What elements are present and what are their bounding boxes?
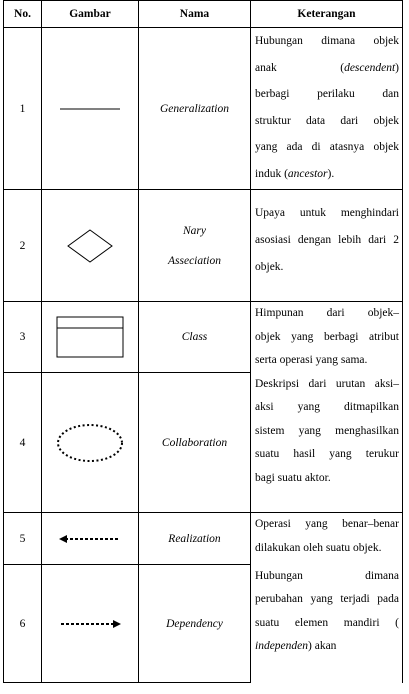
row-name-line: Generalization (160, 102, 229, 115)
uml-symbol-table (3, 0, 403, 683)
description-text: yang ada di atasnya objek (255, 141, 399, 153)
row-description (251, 28, 403, 190)
header-gambar: Gambar (42, 1, 139, 28)
line-icon (59, 106, 121, 112)
description-text: suatu elemen mandiri ( (255, 616, 399, 629)
description-line (255, 326, 399, 350)
table-header-row (4, 1, 403, 28)
row-number: 5 (4, 513, 42, 565)
row-name (139, 513, 251, 565)
row-name-line: Collaboration (161, 436, 228, 449)
table-row (4, 28, 403, 190)
dotted-ellipse-icon (56, 423, 124, 463)
description-text: perubahan yang terjadi pada (255, 593, 399, 605)
description-line (255, 420, 399, 444)
description-line (255, 565, 399, 589)
row-name-line: Dependency (166, 617, 223, 630)
row-number: 1 (4, 28, 42, 190)
row-description (251, 513, 403, 565)
row-name (139, 565, 251, 683)
description-line (255, 161, 399, 188)
row-name (139, 190, 251, 302)
description-line (255, 373, 399, 397)
dashed-arrow-right-icon (59, 619, 121, 629)
description-line (255, 513, 399, 537)
row-number: 6 (4, 565, 42, 683)
diamond-icon (67, 229, 113, 263)
description-line (255, 635, 399, 659)
description-line (255, 302, 399, 326)
description-text: ancestor (287, 167, 328, 180)
description-line (255, 612, 399, 636)
row-image (42, 28, 139, 190)
description-text: anak ( (255, 61, 345, 74)
description-line (255, 467, 399, 491)
row-image (42, 373, 139, 513)
row-image (42, 190, 139, 302)
description-text: sistem yang menghasilkan (255, 424, 399, 437)
description-line (255, 443, 399, 467)
description-text: induk ( (255, 167, 288, 180)
row-description (251, 373, 403, 513)
description-line (255, 108, 399, 135)
row-name-line: Asseciation (167, 254, 222, 267)
description-text: Hubungan dimana objek (255, 35, 399, 47)
row-name (139, 28, 251, 190)
description-line (255, 227, 399, 254)
description-line (255, 254, 399, 281)
row-name-line: Realization (168, 532, 221, 545)
table-row (4, 513, 403, 565)
description-text: independen (255, 640, 309, 652)
row-name-line: Nary (183, 224, 206, 237)
description-text: dilakukan oleh suatu objek. (255, 541, 382, 554)
header-keterangan: Keterangan (251, 1, 403, 28)
header-no: No. (4, 1, 42, 28)
row-description (251, 190, 403, 302)
row-name (139, 373, 251, 513)
row-name (139, 302, 251, 373)
description-line (255, 588, 399, 612)
description-line (255, 349, 399, 373)
row-name-line: Class (181, 331, 208, 343)
table-row (4, 373, 403, 513)
description-text: Himpunan dari objek– (255, 307, 399, 319)
description-text: asosiasi dengan lebih dari 2 (255, 234, 399, 246)
description-text: ). (327, 167, 335, 180)
table-row (4, 565, 403, 683)
description-line (255, 537, 399, 561)
row-image (42, 565, 139, 683)
description-text: objek yang berbagi atribut (255, 330, 399, 343)
row-number: 2 (4, 190, 42, 302)
description-line (255, 134, 399, 161)
description-text: ) (395, 61, 399, 74)
row-image (42, 302, 139, 373)
description-line (255, 55, 399, 82)
description-text: berbagi perilaku dan (255, 88, 399, 100)
description-line (255, 28, 399, 55)
description-text: suatu hasil yang terukur (255, 448, 399, 460)
description-line (255, 200, 399, 227)
table-row (4, 190, 403, 302)
class-box-icon (56, 316, 124, 358)
description-text: struktur data dari objek (255, 114, 399, 127)
description-text: aksi yang ditmapilkan (255, 401, 399, 413)
description-text: ) akan (308, 640, 337, 652)
description-line (255, 81, 399, 108)
row-description (251, 302, 403, 373)
dashed-arrow-left-icon (59, 534, 121, 544)
description-text: bagi suatu aktor. (255, 471, 331, 484)
row-description (251, 565, 403, 683)
row-number: 4 (4, 373, 42, 513)
description-text: objek. (255, 261, 284, 273)
description-text: Operasi yang benar–benar (255, 518, 399, 530)
row-number: 3 (4, 302, 42, 373)
table-row (4, 302, 403, 373)
description-line (255, 396, 399, 420)
description-text: Upaya untuk menghindari (255, 207, 399, 219)
description-text: Hubungan dimana (255, 569, 399, 582)
description-text: descendent (344, 61, 396, 74)
row-image (42, 513, 139, 565)
description-text: serta operasi yang sama. (255, 354, 368, 366)
header-nama: Nama (139, 1, 251, 28)
description-text: Deskripsi dari urutan aksi– (255, 377, 399, 390)
